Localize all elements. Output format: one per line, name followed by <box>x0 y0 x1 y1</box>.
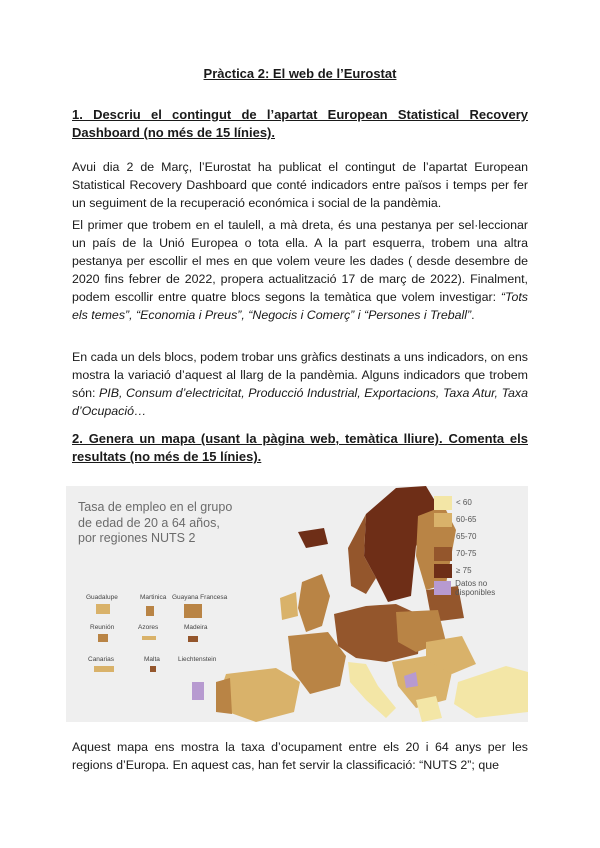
inset-label-canarias: Canarias <box>88 656 115 663</box>
legend-swatch <box>434 581 451 595</box>
section2-paragraph-1: Aquest mapa ens mostra la taxa d’ocupament entre els 20 i 64 anys per les regions d’Europa. En aquest cas, han fet servir la classificació: “NUTS 2”; que <box>72 740 528 772</box>
inset-label-reunion: Reunión <box>90 624 115 631</box>
inset-malta <box>150 666 156 672</box>
inset-label-malta: Malta <box>144 656 160 663</box>
inset-label-guadalupe: Guadalupe <box>86 594 118 601</box>
paragraph-2-text: El primer que trobem en el taulell, a mà dreta, és una pestanya per sel·leccionar un país de la Unió Europea o tota ella. A la part esquerra, trobem una altra pestanya per escollir el mes en que volem veure les dades ( desde desembre de 2020 fins febrer de 2022, propera actualització 17 de març de 2022). Finalment, podem escollir entre quatre blocs segons la temàtica que volem investigar: <box>72 218 528 304</box>
map-region-turkey <box>454 666 528 718</box>
inset-liechtenstein <box>192 682 204 700</box>
paragraph-3-indicators: PIB, Consum d’electricitat, Producció Industrial, Exportacions, Taxa Atur, Taxa d’Ocupació… <box>72 386 528 418</box>
section1-paragraph-2 <box>72 216 528 324</box>
section1-paragraph-1: Avui dia 2 de Març, l’Eurostat ha publicat el contingut de l’apartat European Statistical Recovery Dashboard que conté indicadors entre països i temps per fer un seguiment de la recuperació económica i social de la pandèmia. <box>72 160 528 210</box>
legend-label: 60-65 <box>456 515 477 524</box>
map-region-portugal <box>216 678 232 714</box>
legend-label: < 60 <box>456 498 472 507</box>
legend-label: Datos no disponibles <box>455 578 496 597</box>
map-region-iceland <box>298 528 328 548</box>
legend-item <box>434 511 526 528</box>
map-region-iberia <box>220 668 300 722</box>
map-region-ireland <box>280 592 298 620</box>
inset-madeira <box>188 636 198 642</box>
legend-swatch <box>434 496 452 510</box>
employment-rate-map <box>66 486 528 722</box>
legend-swatch <box>434 530 452 544</box>
legend-label: 70-75 <box>456 549 477 558</box>
legend-item <box>434 494 526 511</box>
inset-guadalupe <box>96 604 110 614</box>
paragraph-3-text: En cada un dels blocs, podem trobar uns gràfics destinats a uns indicadors, on ens mostra la variació d’aquest al llarg de la pandèmia. Alguns indicadors que trobem són: <box>72 350 528 400</box>
inset-reunion <box>98 634 108 642</box>
inset-label-liechtenstein: Liechtenstein <box>178 656 217 663</box>
section1-paragraph-3 <box>72 348 528 420</box>
page-title: Pràctica 2: El web de l’Eurostat <box>203 66 397 81</box>
paragraph-2-topics: “Tots els temes”, “Economia i Preus”, “Negocis i Comerç” i “Persones i Treball” <box>72 290 528 322</box>
paragraph-2-end: . <box>471 308 475 322</box>
inset-label-martinica: Martinica <box>140 594 167 601</box>
inset-label-madeira: Madeira <box>184 624 208 631</box>
section2-heading: 2. Genera un mapa (usant la pàgina web, temàtica lliure). Comenta els resultats (no més de 15 línies). <box>72 431 528 464</box>
legend-swatch <box>434 564 452 578</box>
inset-label-guayana: Guayana Francesa <box>172 594 228 601</box>
map-region-italy <box>348 662 396 718</box>
legend-item <box>434 579 526 596</box>
section1-heading: 1. Descriu el contingut de l’apartat European Statistical Recovery Dashboard (no més de 15 línies). <box>72 107 528 140</box>
legend-item <box>434 545 526 562</box>
legend-item <box>434 528 526 545</box>
inset-azores <box>142 636 156 640</box>
legend-label: ≥ 75 <box>456 566 472 575</box>
legend-swatch <box>434 513 452 527</box>
inset-martinica <box>146 606 154 616</box>
inset-guayana <box>184 604 202 618</box>
legend-swatch <box>434 547 452 561</box>
inset-label-azores: Azores <box>138 624 159 631</box>
map-legend <box>434 494 526 596</box>
legend-label: 65-70 <box>456 532 477 541</box>
map-title: Tasa de empleo en el grupo de edad de 20 a 64 años, por regiones NUTS 2 <box>78 500 233 545</box>
inset-canarias <box>94 666 114 672</box>
legend-item <box>434 562 526 579</box>
map-region-uk <box>298 574 330 632</box>
